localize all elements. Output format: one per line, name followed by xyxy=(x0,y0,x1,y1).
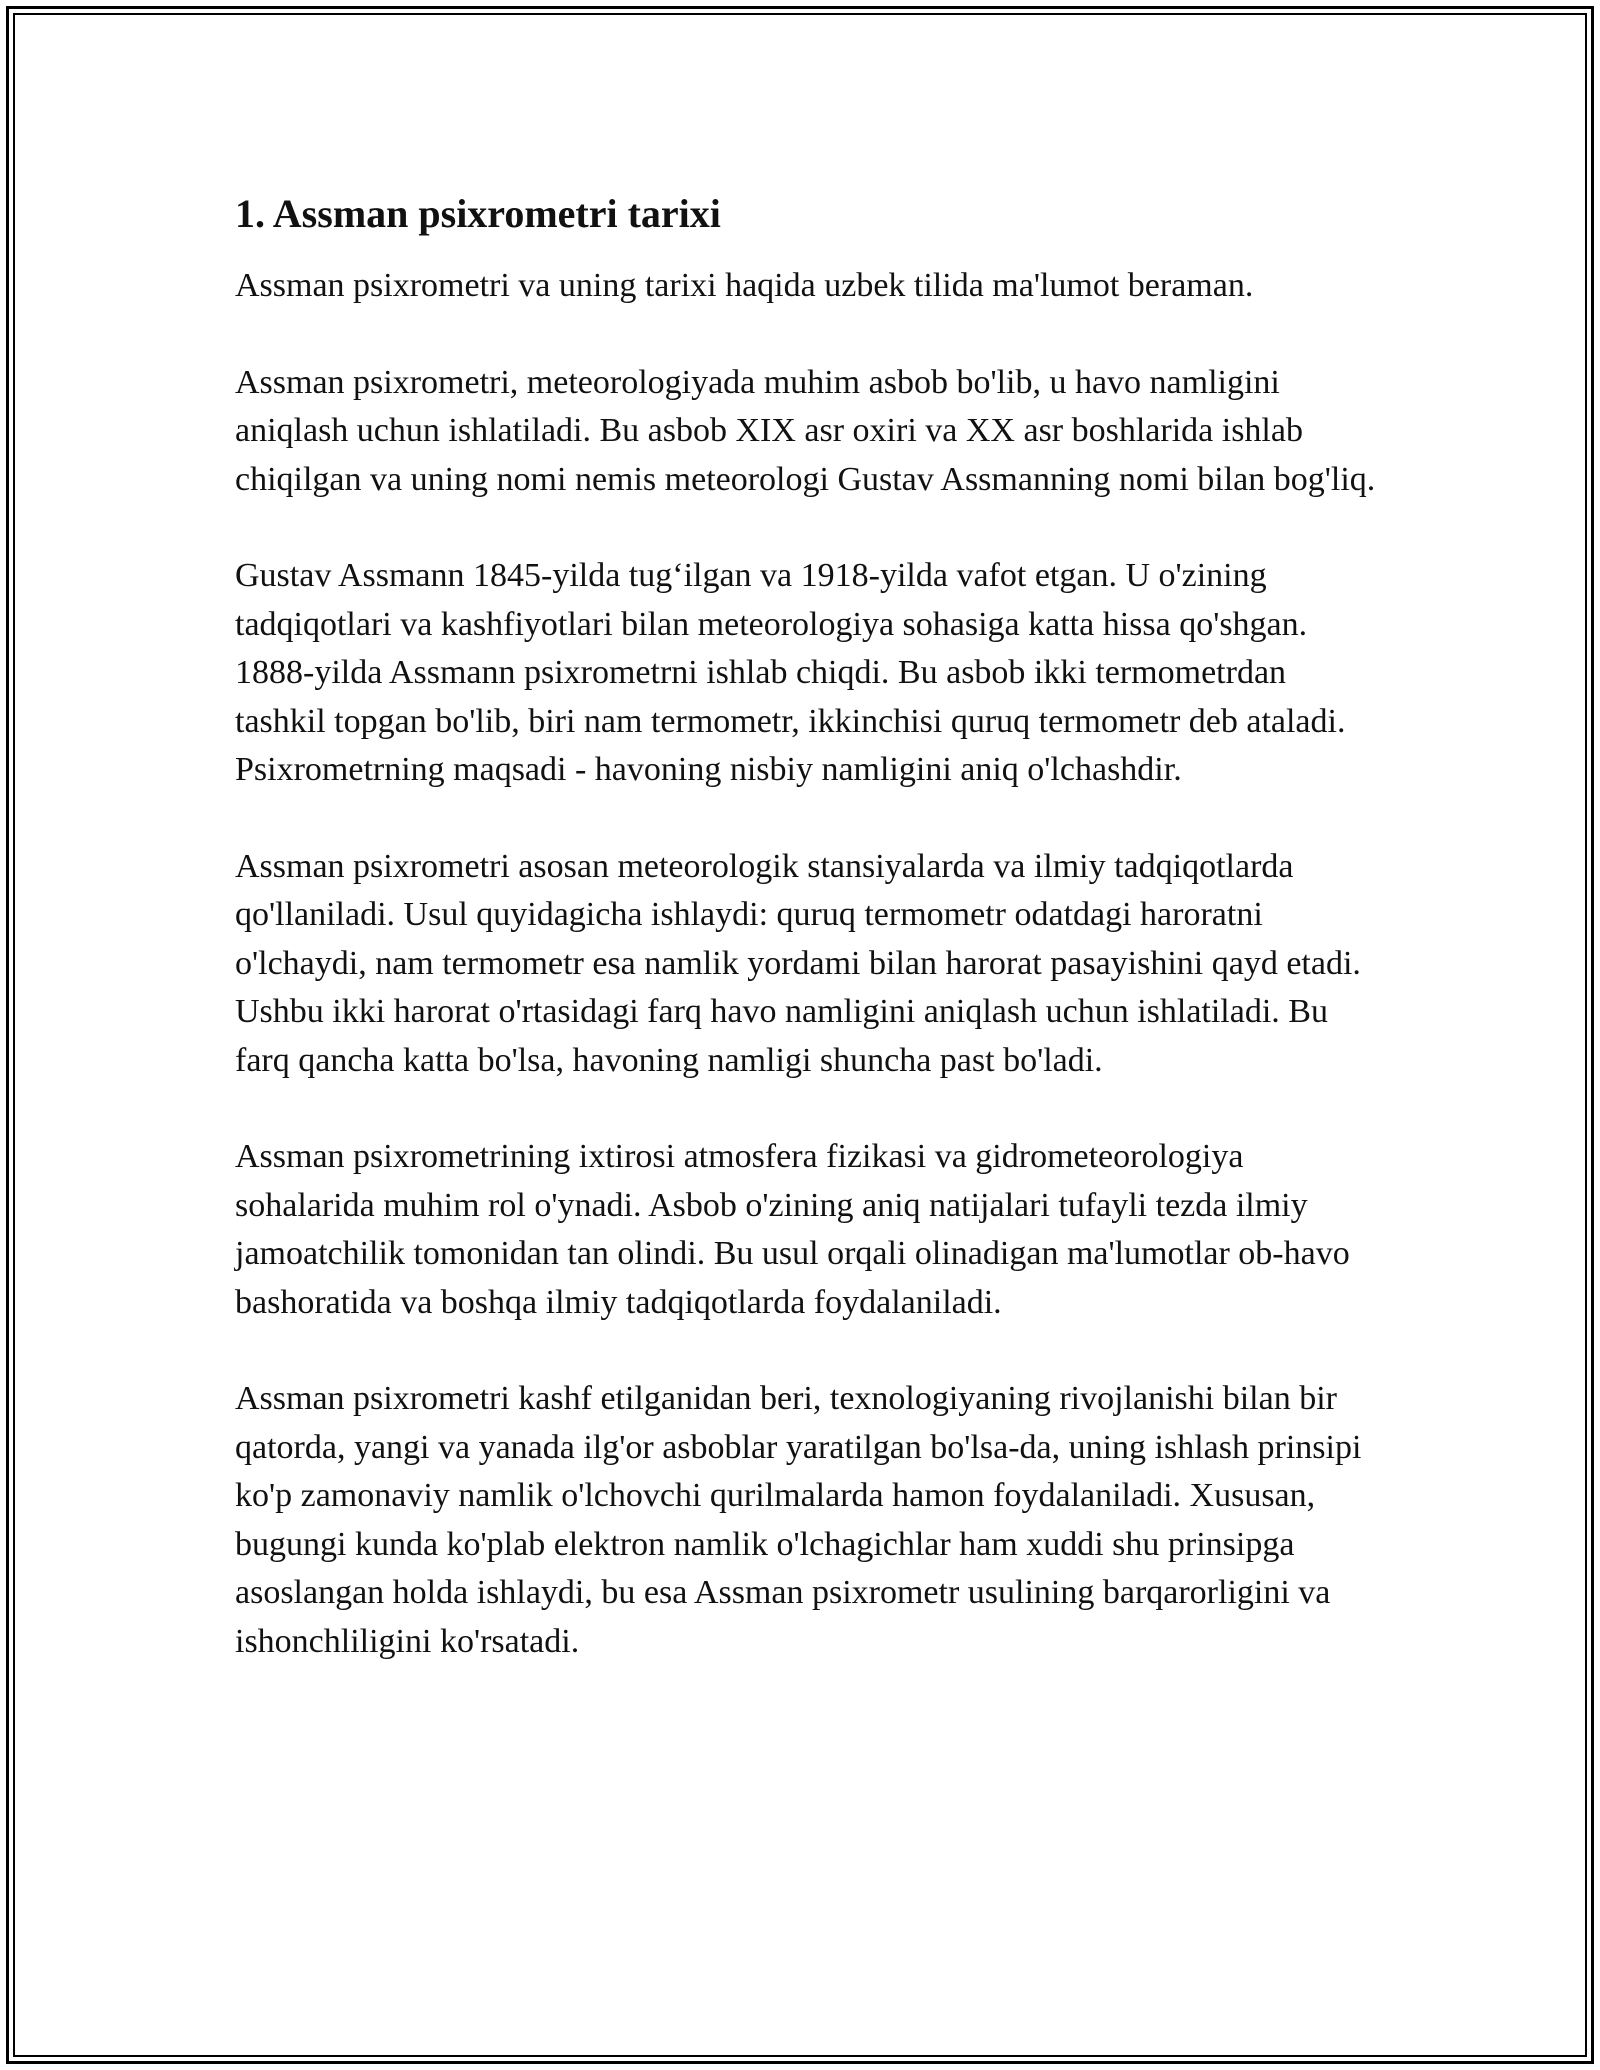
paragraph-legacy: Assman psixrometri kashf etilganidan beri, texnologiyaning rivojlanishi bilan bir qatorda, yangi va yanada ilg'or asboblar yaratilgan bo'lsa-da, uning ishlash prinsipi ko'p zamonaviy namlik o'lchovchi qurilmalarda hamon foydalaniladi. Xususan, bugungi kunda ko'plab elektron namlik o'lchagichlar ham xuddi shu prinsipga asoslangan holda ishlaydi, bu esa Assman psixrometr usulining barqarorligini va ishonchliligini ko'rsatadi. xyxy=(235,1380,1362,1660)
document-body xyxy=(235,190,1385,1666)
page-title: 1. Assman psixrometri tarixi xyxy=(235,191,721,236)
paragraph-usage: Assman psixrometri asosan meteorologik stansiyalarda va ilmiy tadqiqotlarda qo'llaniladi. Usul quyidagicha ishlaydi: quruq termometr odatdagi haroratni o'lchaydi, nam termometr esa namlik yordami bilan harorat pasayishini qayd etadi. Ushbu ikki harorat o'rtasidagi farq havo namligini aniqlash uchun ishlatiladi. Bu farq qancha katta bo'lsa, havoning namligi shuncha past bo'ladi. xyxy=(235,847,1361,1079)
paragraph-intro: Assman psixrometri va uning tarixi haqida uzbek tilida ma'lumot beraman. xyxy=(235,267,1254,304)
paragraph-inventor: Gustav Assmann 1845-yilda tug‘ilgan va 1918-yilda vafot etgan. U o'zining tadqiqotlari va kashfiyotlari bilan meteorologiya sohasiga katta hissa qo'shgan. 1888-yilda Assmann psixrometrni ishlab chiqdi. Bu asbob ikki termometrdan tashkil topgan bo'lib, biri nam termometr, ikkinchisi quruq termometr deb ataladi. Psixrometrning maqsadi - havoning nisbiy namligini aniq o'lchashdir. xyxy=(235,557,1346,788)
paragraph-significance: Assman psixrometrining ixtirosi atmosfera fizikasi va gidrometeorologiya sohalarida muhim rol o'ynadi. Asbob o'zining aniq natijalari tufayli tezda ilmiy jamoatchilik tomonidan tan olindi. Bu usul orqali olinadigan ma'lumotlar ob-havo bashoratida va boshqa ilmiy tadqiqotlarda foydalaniladi. xyxy=(235,1138,1350,1321)
paragraph-purpose: Assman psixrometri, meteorologiyada muhim asbob bo'lib, u havo namligini aniqlash uchun ishlatiladi. Bu asbob XIX asr oxiri va XX asr boshlarida ishlab chiqilgan va uning nomi nemis meteorologi Gustav Assmanning nomi bilan bog'liq. xyxy=(235,363,1376,498)
